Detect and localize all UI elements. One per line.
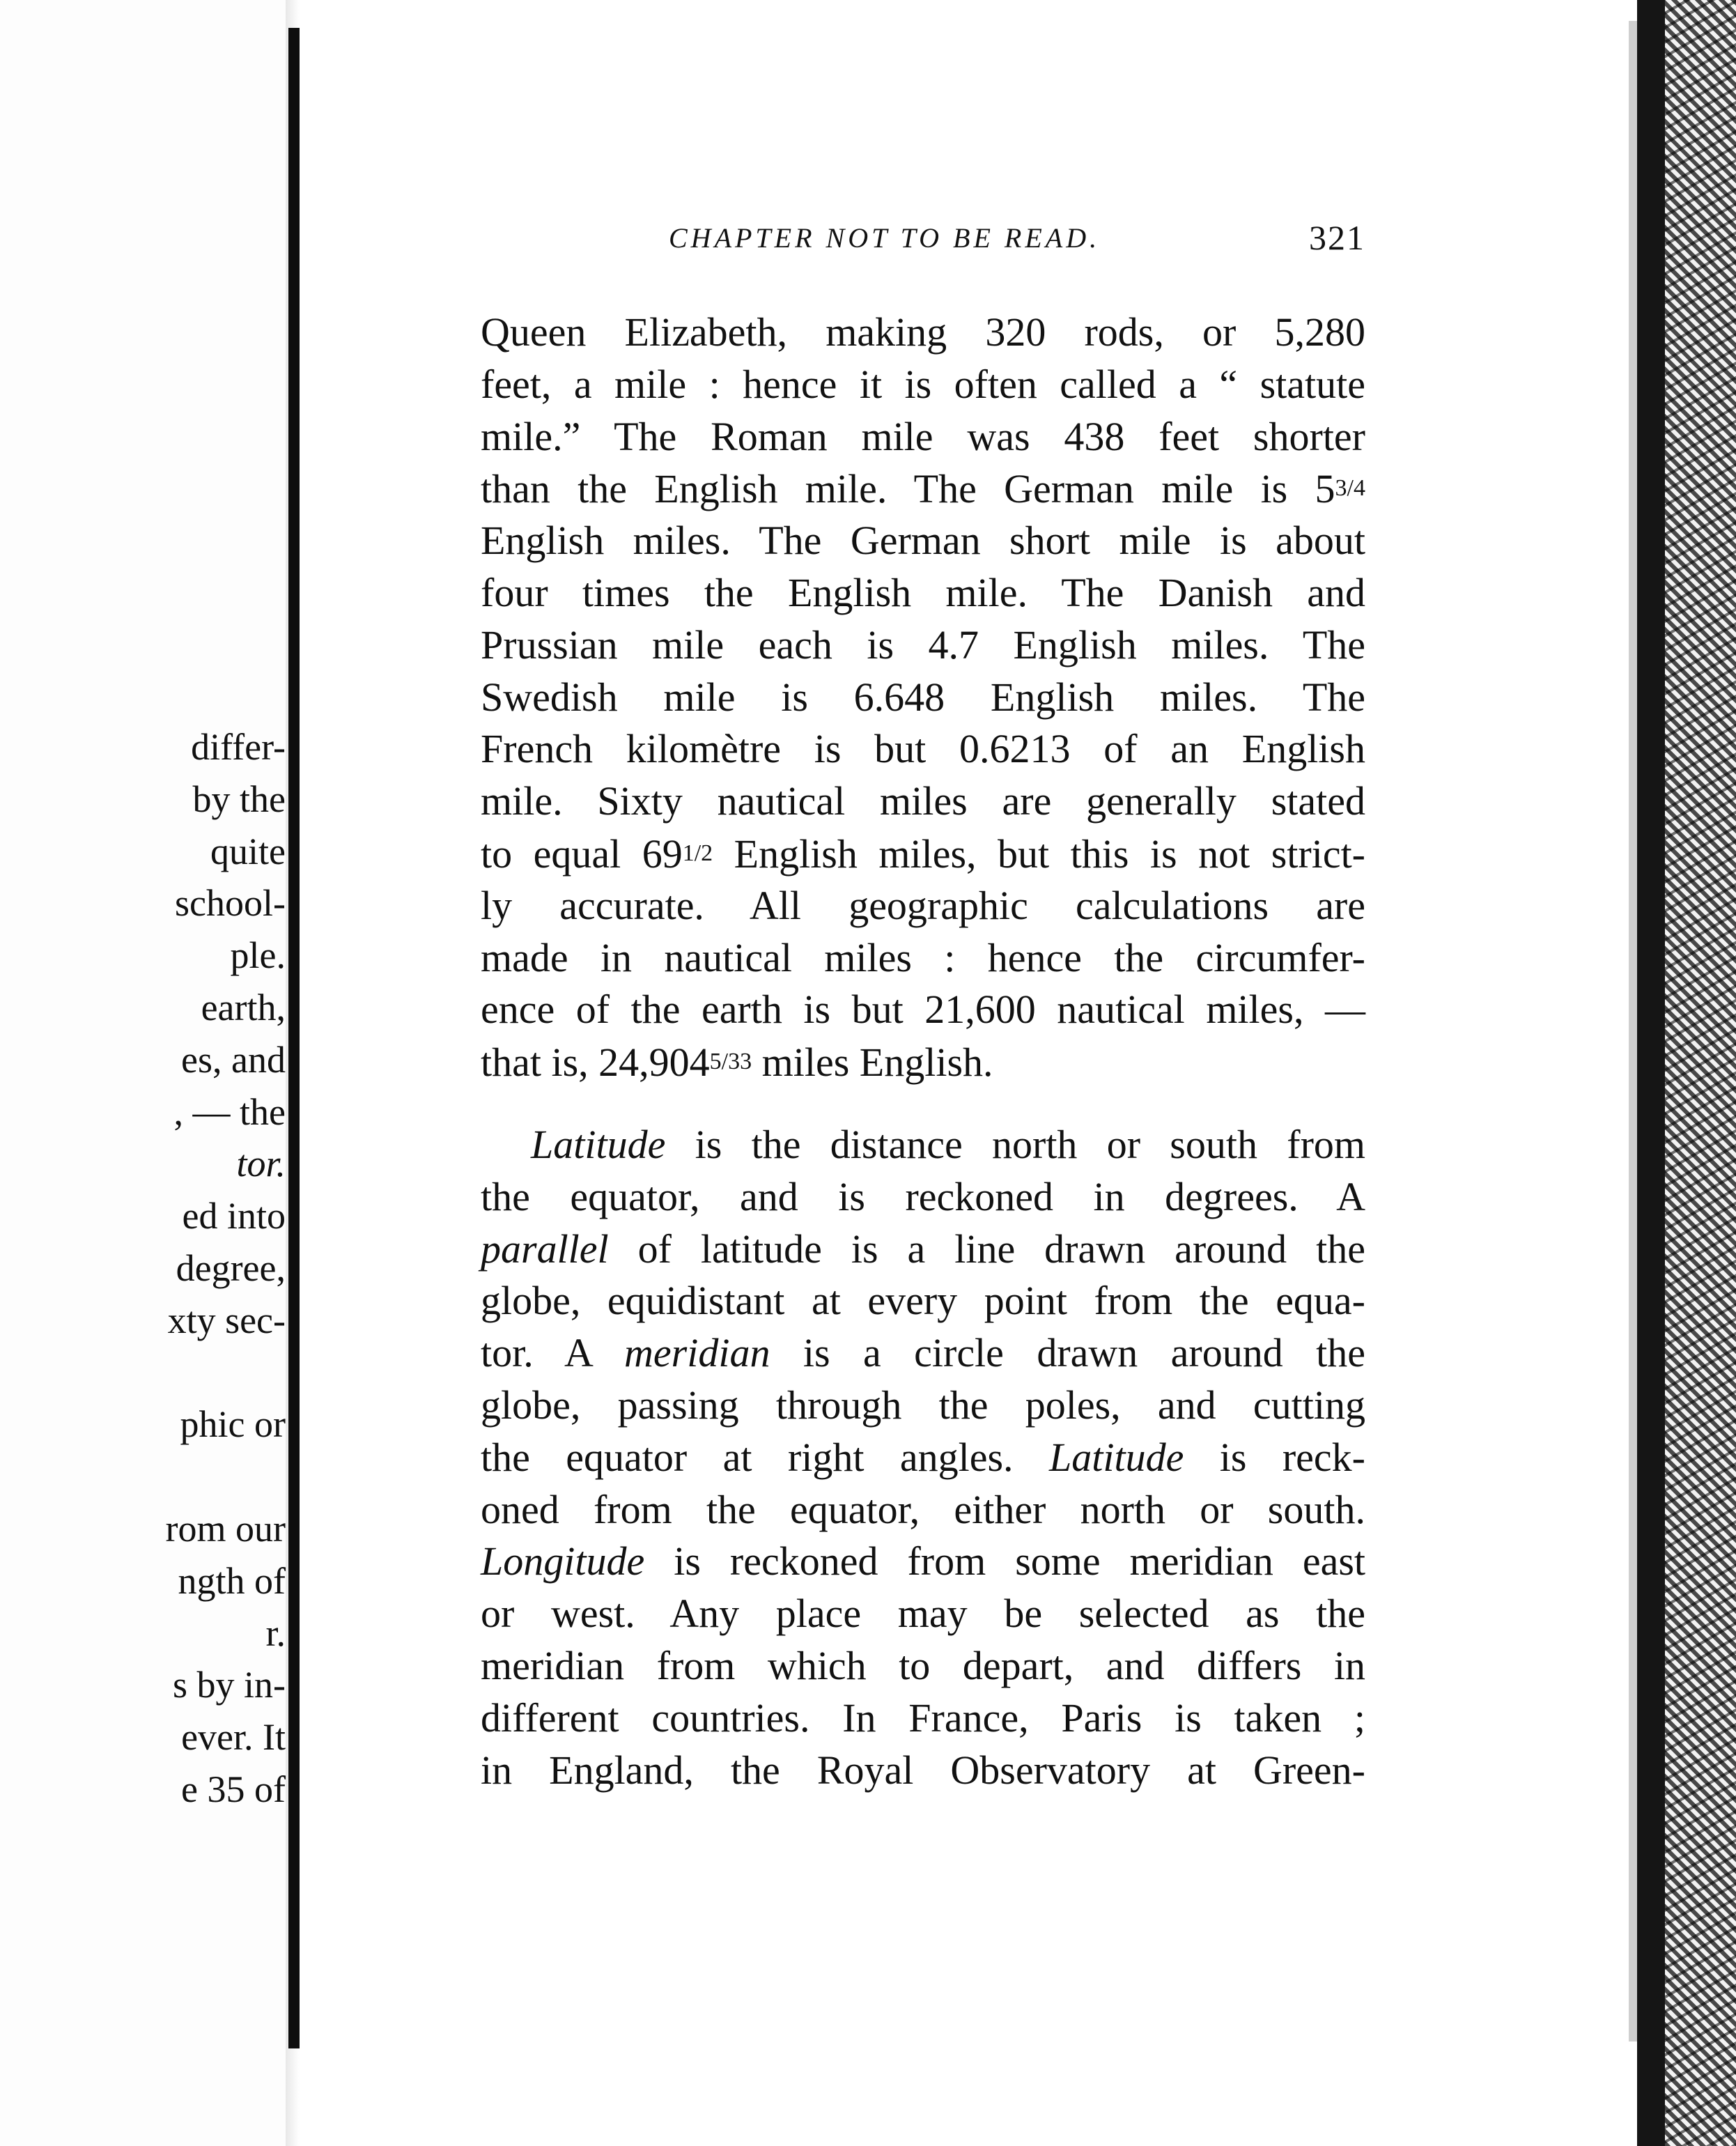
text-segment: is reckoned from some meridian east (644, 1538, 1365, 1584)
page-edge (1629, 21, 1637, 2041)
text-line: oned from the equator, either north or south. (481, 1486, 1365, 1532)
text-segment: English miles, but this is not strict- (713, 831, 1365, 877)
text-segment: of latitude is a line drawn around the (608, 1226, 1365, 1272)
previous-page-line: degree, (176, 1246, 286, 1289)
text-segment: than the English mile. The German mile is 5 (481, 466, 1335, 512)
text-line (481, 1432, 1365, 1484)
previous-page-line: es, and (181, 1038, 286, 1081)
fraction: 3/4 (1335, 475, 1365, 502)
previous-page-line: , — the (173, 1090, 286, 1133)
emphasized-term: meridian (624, 1330, 770, 1376)
previous-page-line: ngth of (178, 1559, 286, 1602)
running-head (369, 218, 1365, 270)
emphasized-term: Latitude (531, 1121, 666, 1167)
text-line (481, 463, 1365, 515)
text-line (481, 1119, 1365, 1171)
text-line (481, 1327, 1365, 1380)
text-segment: the equator at right angles. (481, 1434, 1049, 1480)
text-line: different countries. In France, Paris is taken ; (481, 1695, 1365, 1740)
fraction: 5/33 (709, 1049, 752, 1075)
previous-page-line: school- (175, 882, 286, 925)
text-segment: tor. A (481, 1330, 625, 1376)
previous-page-line: earth, (201, 986, 286, 1028)
text-line (481, 1223, 1365, 1276)
previous-page-line: xty sec- (167, 1299, 286, 1341)
previous-page-line: s by in- (173, 1664, 286, 1706)
text-line: ly accurate. All geographic calculations are (481, 882, 1365, 928)
text-line: Queen Elizabeth, making 320 rods, or 5,280 (481, 309, 1365, 355)
text-segment: is the distance north or south from (665, 1121, 1365, 1167)
previous-page-line: differ- (191, 726, 286, 768)
text-line: feet, a mile : hence it is often called a “ statute (481, 361, 1365, 407)
book-cover-edge (1637, 0, 1665, 2146)
text-line: the equator, and is reckoned in degrees. A (481, 1173, 1365, 1219)
previous-page-line: e 35 of (181, 1768, 286, 1810)
text-segment: to equal 69 (481, 831, 683, 877)
previous-page-line: rom our (165, 1507, 286, 1550)
previous-page-fragment (0, 0, 286, 2146)
text-line (481, 1536, 1365, 1588)
text-line: in England, the Royal Observatory at Green- (481, 1747, 1365, 1793)
text-line: English miles. The German short mile is about (481, 518, 1365, 564)
page-body-text (481, 307, 1365, 1796)
text-segment: is a circle drawn around the (770, 1330, 1366, 1376)
previous-page-line: by the (192, 778, 286, 820)
page-number: 321 (1309, 218, 1365, 257)
text-line: four times the English mile. The Danish and (481, 569, 1365, 615)
text-line: globe, equidistant at every point from the equa- (481, 1278, 1365, 1324)
book-gutter (288, 28, 300, 2048)
previous-page-line: ed into (182, 1195, 286, 1237)
previous-page-line: ever. It (181, 1716, 286, 1759)
text-line: mile. Sixty nautical miles are generally stated (481, 778, 1365, 824)
text-line: meridian from which to depart, and differs in (481, 1642, 1365, 1688)
running-title: CHAPTER NOT TO BE READ. (669, 222, 1101, 254)
previous-page-line: ple. (230, 934, 286, 977)
text-line (481, 1036, 1365, 1088)
previous-page-line: quite (210, 830, 286, 872)
previous-page-blank-line (166, 1451, 286, 1503)
previous-page-blank-line (166, 1347, 286, 1399)
text-segment: miles English. (752, 1040, 993, 1086)
text-line: or west. Any place may be selected as the (481, 1591, 1365, 1637)
previous-page-line: r. (265, 1612, 286, 1654)
text-line: made in nautical miles : hence the circumfer- (481, 934, 1365, 980)
previous-page-line: tor. (236, 1143, 286, 1185)
previous-page-text (166, 721, 286, 1816)
text-segment: that is, 24,904 (481, 1040, 710, 1086)
emphasized-term: parallel (481, 1226, 609, 1272)
paragraph-gap (481, 1088, 1365, 1119)
emphasized-term: Latitude (1048, 1434, 1184, 1480)
text-line: ence of the earth is but 21,600 nautical miles, — (481, 987, 1365, 1033)
endpaper-pattern (1665, 0, 1736, 2146)
text-line: globe, passing through the poles, and cutting (481, 1382, 1365, 1428)
fraction: 1/2 (682, 840, 713, 866)
emphasized-term: Longitude (481, 1538, 645, 1584)
text-segment: is reck- (1184, 1434, 1365, 1480)
text-line: Prussian mile each is 4.7 English miles. The (481, 622, 1365, 667)
text-line: Swedish mile is 6.648 English miles. The (481, 674, 1365, 720)
text-line: French kilomètre is but 0.6213 of an English (481, 726, 1365, 772)
previous-page-line: phic or (180, 1403, 286, 1446)
text-line (481, 828, 1365, 880)
text-line: mile.” The Roman mile was 438 feet shorter (481, 413, 1365, 459)
